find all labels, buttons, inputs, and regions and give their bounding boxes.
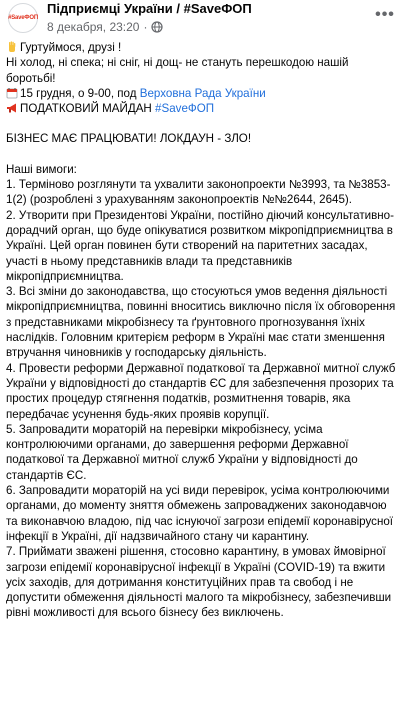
post-line-2: Ні холод, ні спека; ні сніг, ні дощ- не стануть перешкодою нашій боротьбі! (6, 56, 349, 85)
verkhovna-rada-link[interactable]: Верховна Рада України (139, 86, 266, 100)
megaphone-icon (6, 102, 18, 114)
post-author[interactable]: Підприємці України / #SaveФОП (47, 1, 252, 16)
post-meta (47, 19, 163, 35)
avatar-logo-text: #SaveФОП (8, 15, 38, 21)
post-date-line: 15 грудня, о 9-00, под Верховна Рада України (6, 86, 398, 101)
post-line-1: Гуртуймося, друзі ! (6, 40, 398, 55)
demand-item: 1. Терміново розглянути та ухвалити законопроекти №3993, та №3853-1(2) (розроблені з урахуванням законопроектів №№2644, 2645). (6, 178, 391, 207)
demand-item: 4. Провести реформи Державної податкової та Державної митної служб України у відповідності до стандартів ЄС для забезпечення прозорих та простих процедур стягнення податків, розмитнення товарів, яка передбачає усунення будь-яких проявів корупції. (6, 361, 396, 421)
avatar[interactable] (8, 3, 38, 33)
post-header (0, 0, 403, 40)
raised-hand-icon (6, 41, 18, 53)
post-maidan-line: ПОДАТКОВИЙ МАЙДАН #SaveФОП (6, 101, 398, 116)
post-timestamp[interactable]: 8 декабря, 23:20 (47, 20, 140, 34)
demand-item: 2. Утворити при Президентові України, постійно діючий консультативно-дорадчий орган, що буде опікуватися розвитком мікропідприємництва в Україні. Цей орган повинен бути створений на паритетних засадах, участі в ньому представників влади та представників мікропідприємництва. (6, 208, 394, 283)
calendar-icon (6, 87, 18, 99)
globe-icon (151, 21, 163, 33)
demand-item: 6. Запровадити мораторій на усі види перевірок, усіма контролюючими органами, до моменту зняття обмежень запроваджених законодавчою та виконавчою владою, під час існуючої загрози епідемії коронавірусної інфекції в Україні, дії надзвичайного стану чи карантину. (6, 484, 394, 543)
meta-separator: · (143, 20, 148, 34)
demand-item: 3. Всі зміни до законодавства, що стосуються умов ведення діяльності мікропідприємництва, повинні вноситись виключно після їх обговорення з представниками мікробізнесу та ґрунтовного прогнозування їхніх наслідків. Головним критерієм реформ в Україні має стати зменшення втручання чиновників у господарську діяльність. (6, 285, 396, 360)
hashtag-link[interactable]: #SaveФОП (155, 102, 215, 116)
demand-item: 5. Запровадити мораторій на перевірки мікробізнесу, усіма контролюючими органами, до завершення реформи Державної податкової та Державної митної служб України у відповідності до стандартів ЄС. (6, 422, 358, 482)
post-body (6, 40, 398, 621)
demand-item: 7. Приймати зважені рішення, стосовно карантину, в умовах ймовірної загрози епідемії коронавірусної інфекції в Україні (COVID-19) та вжити усіх заходів, для дотримання конституційних прав та свобод і не допустити обмеження діяльності малого та мікробізнесу, забезпечивши рівні можливості для всього бізнесу без виключень. (6, 545, 392, 620)
demands-title: Наші вимоги: (6, 162, 77, 176)
slogan: БІЗНЕС МАЄ ПРАЦЮВАТИ! ЛОКДАУН - ЗЛО! (6, 132, 252, 146)
more-options-button[interactable]: ••• (375, 6, 395, 23)
